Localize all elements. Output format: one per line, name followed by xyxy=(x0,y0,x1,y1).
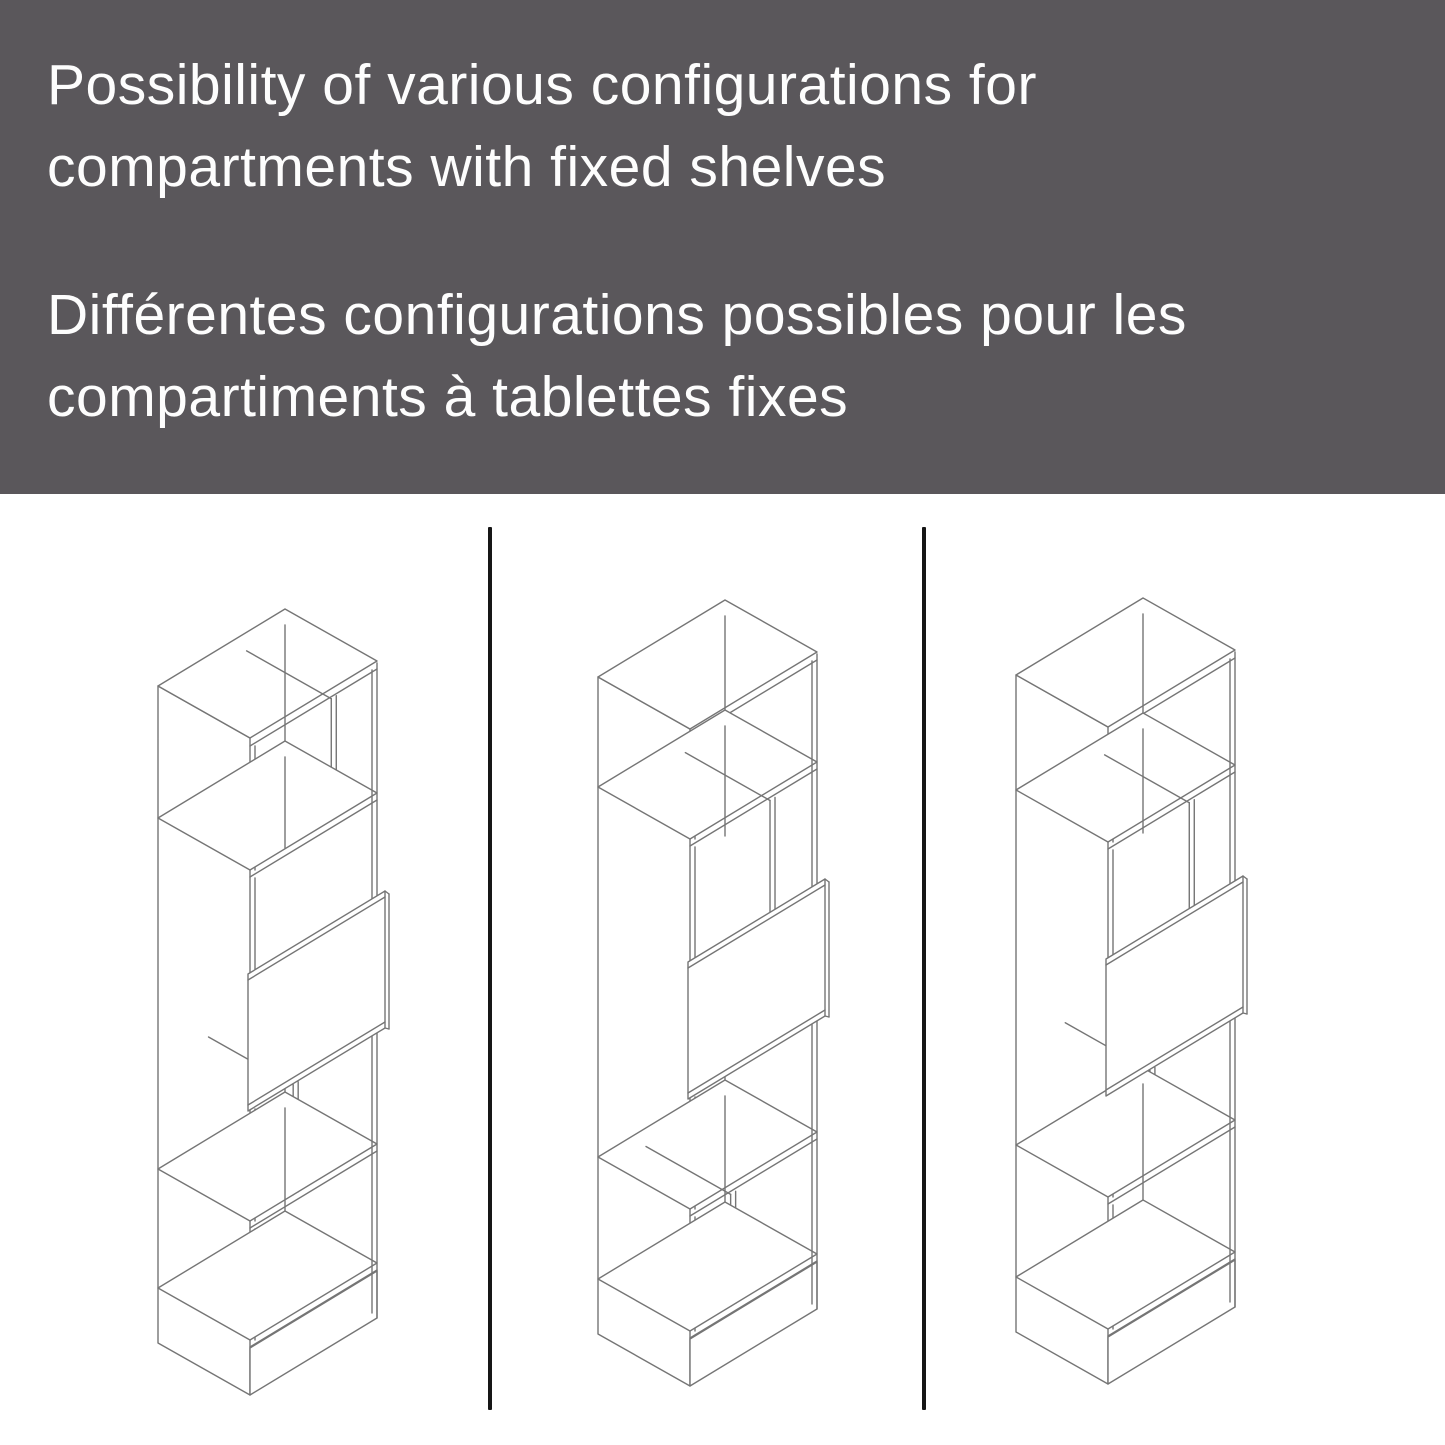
header-text-en-line1: Possibility of various configurations for xyxy=(47,53,1037,117)
separator-bar-2 xyxy=(922,527,926,1410)
cabinet-configuration-1 xyxy=(140,596,402,1412)
separator-bar-1 xyxy=(488,527,492,1410)
header-text-fr-line2: compartiments à tablettes fixes xyxy=(47,365,849,429)
header-text-fr xyxy=(47,274,1405,438)
cabinet-configuration-3 xyxy=(998,585,1260,1401)
header-text-en xyxy=(47,44,1405,208)
header-banner xyxy=(0,0,1445,494)
header-text-en-line2: compartments with fixed shelves xyxy=(47,135,887,199)
cabinet-configuration-2 xyxy=(580,587,842,1403)
header-text-fr-line1: Différentes configurations possibles pour les xyxy=(47,283,1187,347)
